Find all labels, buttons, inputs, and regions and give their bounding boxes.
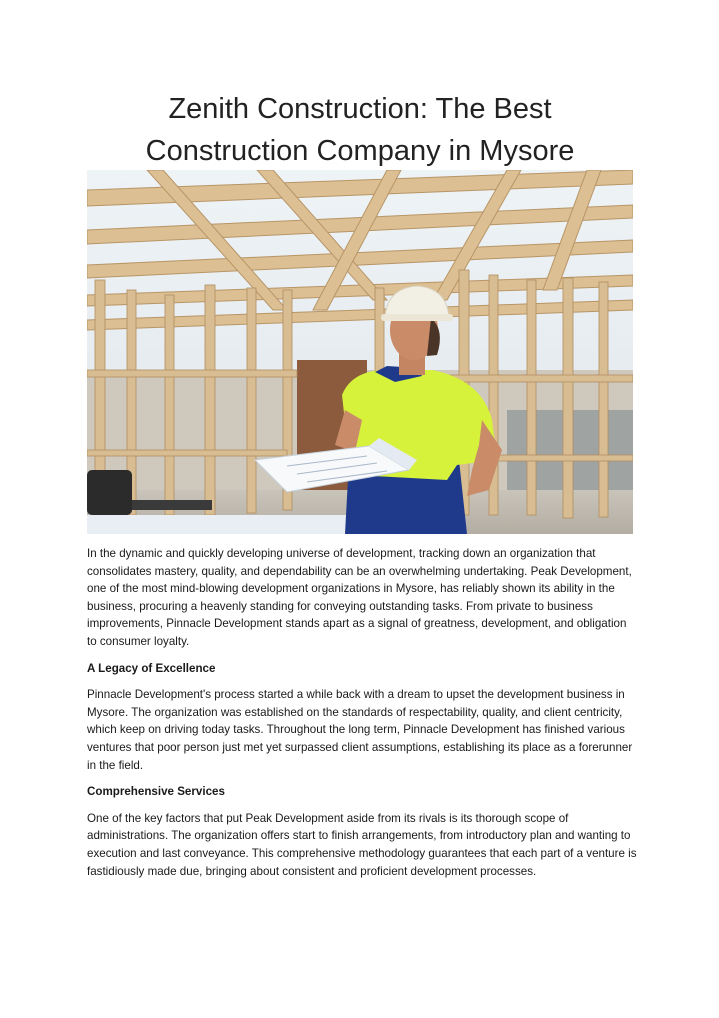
section-body-services: One of the key factors that put Peak Development aside from its rivals is its thorough scope of administrations. The organization offers start to finish arrangements, from introductory plan and wanting to execution and last conveyance. This comprehensive methodology guarantees that each part of a venture is fastidiously made due, bringing about consistent and proficient development processes.	[87, 811, 637, 878]
section-body-legacy: Pinnacle Development's process started a while back with a dream to upset the development business in Mysore. The organization was established on the standards of respectability, quality, and client centricity, which keep on driving today tasks. Throughout the long term, Pinnacle Development has finished various ventures that poor person just met yet surpassed client assumptions, establishing its place as a forerunner in the field.	[87, 688, 633, 772]
section-heading-services: Comprehensive Services	[87, 785, 225, 799]
section-heading-legacy: A Legacy of Excellence	[87, 661, 216, 675]
title-line-1: Zenith Construction: The Best	[168, 93, 552, 125]
hero-photo-construction-worker	[87, 170, 633, 534]
title-line-2: Construction Company in Mysore	[145, 135, 575, 167]
page-title	[60, 88, 660, 172]
intro-paragraph: In the dynamic and quickly developing universe of development, tracking down an organization that consolidates mastery, quality, and dependability can be an overwhelming undertaking. Peak Development, one of the most mind-blowing development organizations in Mysore, has reliably shown its ability in the business, procuring a heavenly standing for conveying outstanding tasks. From private to business improvements, Pinnacle Development stands apart as a signal of greatness, development, and obligation to consumer loyalty.	[87, 547, 632, 648]
article-body	[87, 545, 637, 889]
